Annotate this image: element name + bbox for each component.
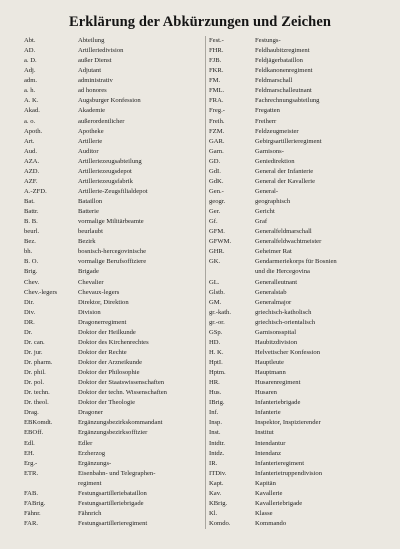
abbreviation: Dr. theol.	[24, 399, 49, 407]
abbreviation-row	[206, 147, 386, 157]
abbreviation-meaning: Generalleutnant	[255, 278, 298, 286]
abbreviation-meaning: Augsburger Konfession	[78, 97, 141, 105]
abbreviation: Glstb.	[209, 288, 225, 296]
abbreviation-meaning: Artillerie-Zeugsfilialdepot	[78, 187, 148, 195]
abbreviation-meaning: Generalstab	[255, 288, 287, 296]
abbreviation-meaning: Festungsartilleriebataillon	[78, 489, 147, 497]
abbreviation: GK.	[209, 258, 221, 266]
abbreviation-meaning: Intendanz	[255, 449, 281, 457]
abbreviation-row	[206, 177, 386, 187]
abbreviation-meaning: Batterie	[78, 208, 99, 216]
abbreviation: gr.-or.	[209, 318, 225, 326]
abbreviation-meaning: Doktor der Staatswissenschaften	[78, 379, 165, 387]
abbreviation-row	[24, 187, 196, 197]
abbreviation: GAR.	[209, 137, 225, 145]
abbreviation-meaning: Doktor der Arzneikunde	[78, 359, 143, 366]
abbreviation: IBrig.	[209, 399, 225, 407]
abbreviation: Fähnr.	[24, 509, 41, 517]
abbreviation-meaning: Geniedirektion	[255, 157, 295, 165]
abbreviation-row	[206, 66, 386, 76]
abbreviation-meaning: Klasse	[255, 509, 273, 517]
abbreviation-row	[206, 96, 386, 106]
abbreviation: FAR.	[24, 520, 38, 527]
abbreviation-row	[24, 137, 196, 147]
abbreviation: EBOff.	[24, 429, 44, 437]
abbreviation: GFWM.	[209, 238, 232, 246]
abbreviation-row	[206, 509, 386, 519]
abbreviation: HptI.	[209, 359, 223, 366]
abbreviation: HR.	[209, 379, 220, 387]
abbreviation-row	[24, 288, 196, 298]
abbreviation-meaning: Artilleriedivision	[78, 47, 124, 55]
abbreviation: Edl.	[24, 439, 35, 447]
abbreviation: FZM.	[209, 127, 225, 135]
abbreviation-meaning: General der Infanterie	[255, 167, 314, 175]
abbreviation-meaning: bosnisch-hercegovinische	[78, 248, 147, 256]
abbreviation-meaning: Auditor	[78, 147, 99, 155]
abbreviation-row	[206, 117, 386, 127]
abbreviation-meaning: vormalige Berufsoffiziere	[78, 258, 147, 266]
abbreviation: beurl.	[24, 228, 40, 236]
abbreviation: GL.	[209, 278, 220, 286]
abbreviation-meaning: Festungsartillerieregiment	[78, 520, 148, 527]
abbreviation: Intdtr.	[209, 439, 225, 447]
abbreviation-row	[206, 227, 386, 237]
abbreviation: IR.	[209, 459, 218, 467]
abbreviation-meaning: General-	[255, 187, 279, 195]
abbreviation: gr.-kath.	[209, 308, 231, 316]
abbreviation-meaning: außer Dienst	[78, 57, 112, 65]
abbreviation: Aud.	[24, 147, 38, 155]
abbreviation: GM.	[209, 298, 222, 306]
abbreviation-row	[206, 207, 386, 217]
abbreviation-row	[24, 408, 196, 418]
abbreviation-row	[24, 207, 196, 217]
abbreviation-meaning: Feldmarschall	[255, 77, 293, 85]
abbreviation-meaning: griechisch-katholisch	[255, 308, 312, 316]
abbreviation-meaning: Ergänzungs-	[78, 459, 112, 467]
abbreviation-row	[24, 418, 196, 428]
abbreviation-meaning: Feldjägerbataillon	[255, 57, 303, 65]
abbreviation-meaning: beurlaubt	[78, 228, 103, 236]
abbreviation-row	[206, 278, 386, 288]
abbreviation: H. K.	[209, 348, 224, 356]
abbreviation-meaning: Helvetischer Konfession	[255, 348, 321, 356]
abbreviation: geogr.	[209, 198, 226, 205]
abbreviation-row	[24, 398, 196, 408]
abbreviation: FM.	[209, 77, 221, 85]
abbreviation: a. h.	[24, 87, 36, 95]
abbreviation-meaning: Gendarmeriekorps für Bosnien und die Hercegovina	[255, 258, 337, 276]
abbreviation-row	[24, 388, 196, 398]
abbreviation-row	[206, 398, 386, 408]
abbreviation: Abt.	[24, 37, 36, 44]
abbreviation-meaning: Intendantur	[255, 439, 286, 447]
abbreviation-row	[24, 197, 196, 207]
abbreviation-meaning: Bezirk	[78, 238, 96, 246]
abbreviation-meaning: Husaren	[255, 389, 277, 397]
abbreviation: AZF.	[24, 177, 38, 185]
abbreviation: KBrig.	[209, 499, 228, 507]
abbreviation-row	[24, 519, 196, 529]
abbreviation-row	[24, 439, 196, 449]
abbreviation: AD.	[24, 47, 36, 55]
abbreviation-row	[206, 428, 386, 438]
abbreviation-meaning: Haubitzdivision	[255, 338, 298, 346]
abbreviation-row	[24, 96, 196, 106]
abbreviation-meaning: Doktor der Philosophie	[78, 369, 140, 377]
abbreviation-row	[24, 66, 196, 76]
abbreviation-row	[206, 157, 386, 167]
abbreviation: AZA.	[24, 157, 40, 165]
abbreviation-row	[24, 489, 196, 499]
abbreviation-row	[206, 378, 386, 388]
abbreviation-meaning: Erzherzog	[78, 449, 106, 457]
abbreviation-meaning: Chevaux-legers	[78, 288, 120, 296]
abbreviation-meaning: Artilleriezeugsabteilung	[78, 157, 142, 165]
abbreviation-row	[206, 197, 386, 207]
abbreviation: Dr. can.	[24, 338, 45, 346]
abbreviation: Dr. pol.	[24, 379, 44, 387]
abbreviation-meaning: Eisenbahn- und Telegraphen- regiment	[78, 469, 156, 487]
abbreviation: Dir.	[24, 298, 35, 306]
abbreviation: Apoth.	[24, 127, 43, 135]
abbreviation-meaning: Garnisonsspital	[255, 328, 297, 336]
abbreviation-row	[24, 469, 196, 489]
abbreviation: ITDiv.	[209, 469, 227, 477]
abbreviation-meaning: Ergänzungsbezirkskommandant	[78, 419, 163, 427]
abbreviation-meaning: Doktor der techn. Wissenschaften	[78, 389, 167, 397]
abbreviation-row	[24, 308, 196, 318]
abbreviation: A.-ZFD.	[24, 187, 47, 195]
abbreviation-meaning: Dragonerregiment	[78, 318, 127, 326]
abbreviation-meaning: Abteilung	[78, 37, 105, 44]
abbreviation-row	[24, 36, 196, 46]
abbreviation-row	[24, 247, 196, 257]
abbreviation: Kapt.	[209, 479, 224, 487]
abbreviation: Inf.	[209, 409, 219, 417]
abbreviation-row	[24, 267, 196, 277]
abbreviation-meaning: Feldmarschalleutnant	[255, 87, 312, 95]
abbreviation-meaning: Infanterie	[255, 409, 281, 417]
abbreviation-row	[206, 469, 386, 479]
abbreviation-meaning: Kommando	[255, 520, 287, 527]
abbreviation-row	[24, 147, 196, 157]
abbreviation: FAB.	[24, 489, 38, 497]
abbreviation: bh.	[24, 248, 33, 256]
abbreviation: GdK.	[209, 177, 224, 185]
abbreviation-row	[206, 308, 386, 318]
abbreviation: Kl.	[209, 509, 218, 517]
abbreviation-meaning: Fähnrich	[78, 509, 102, 517]
abbreviation-row	[206, 408, 386, 418]
abbreviation-row	[206, 288, 386, 298]
abbreviation: Freg.-	[209, 107, 225, 115]
abbreviation: Inst.	[209, 429, 221, 437]
abbreviation: a. o.	[24, 117, 36, 125]
abbreviation: FKR.	[209, 67, 224, 75]
abbreviation-row	[24, 167, 196, 177]
abbreviation: GD.	[209, 157, 221, 165]
abbreviation-meaning: Doktor der Rechte	[78, 348, 127, 356]
abbreviation-row	[206, 328, 386, 338]
abbreviation: FML.	[209, 87, 225, 95]
abbreviation-meaning: Feldhaubitzregiment	[255, 47, 310, 55]
abbreviation-meaning: Graf	[255, 218, 268, 226]
abbreviation: Dr. phil.	[24, 369, 46, 377]
abbreviation-meaning: Hauptleute	[255, 359, 284, 366]
abbreviation-row	[24, 237, 196, 247]
abbreviation: a. D.	[24, 57, 37, 65]
abbreviation-row	[206, 418, 386, 428]
abbreviation-meaning: vormalige Militärbeamte	[78, 218, 144, 226]
abbreviation-row	[206, 368, 386, 378]
abbreviation-meaning: Festungsartilleriebrigade	[78, 499, 144, 507]
abbreviation: Drag.	[24, 409, 39, 417]
abbreviation-row	[24, 127, 196, 137]
abbreviations-column-left	[24, 36, 196, 529]
abbreviation-row	[206, 519, 386, 529]
abbreviation-meaning: Feldzeugmeister	[255, 127, 299, 135]
abbreviation: Freih.	[209, 117, 225, 125]
abbreviation: GSp.	[209, 328, 223, 336]
abbreviation: B. B.	[24, 218, 38, 226]
abbreviation: ETR.	[24, 469, 39, 477]
abbreviation-meaning: Gebirgsartillerieregiment	[255, 137, 322, 145]
abbreviation-meaning: Artilleriezeugsdepot	[78, 167, 132, 175]
abbreviation: Div.	[24, 308, 36, 316]
abbreviation-meaning: Garnisons-	[255, 147, 284, 155]
abbreviation-row	[24, 459, 196, 469]
abbreviation-meaning: Kapitän	[255, 479, 276, 487]
abbreviation-row	[206, 137, 386, 147]
abbreviation-row	[24, 217, 196, 227]
page-title: Erklärung der Abkürzungen und Zeichen	[68, 14, 332, 30]
abbreviation-row	[24, 117, 196, 127]
abbreviation-meaning: Division	[78, 308, 101, 316]
abbreviation-row	[24, 318, 196, 328]
abbreviation: EBKomdt.	[24, 419, 53, 427]
abbreviation: Hus.	[209, 389, 222, 397]
abbreviation: adm.	[24, 77, 38, 85]
abbreviation-row	[24, 298, 196, 308]
abbreviation: Dr. techn.	[24, 389, 50, 397]
abbreviation: Komdo.	[209, 520, 231, 527]
abbreviation-row	[24, 106, 196, 116]
abbreviation-row	[206, 46, 386, 56]
abbreviation: Dr. pharm.	[24, 359, 53, 366]
abbreviation: Dr.	[24, 328, 33, 336]
abbreviation-meaning: Generalmajor	[255, 298, 292, 306]
abbreviation-row	[206, 36, 386, 46]
abbreviation: Chev.-legers	[24, 288, 58, 296]
abbreviation-row	[24, 509, 196, 519]
abbreviation-meaning: Infanteriebrigade	[255, 399, 301, 407]
abbreviation: Gen.-	[209, 187, 224, 195]
abbreviation-row	[24, 56, 196, 66]
abbreviation-meaning: ad honores	[78, 87, 107, 95]
abbreviation-meaning: Apotheke	[78, 127, 104, 135]
abbreviation: Bat.	[24, 198, 35, 205]
abbreviation-row	[206, 439, 386, 449]
abbreviation-row	[206, 298, 386, 308]
abbreviation: Garn.	[209, 147, 224, 155]
abbreviation-meaning: Doktor der Theologie	[78, 399, 136, 407]
abbreviation: AZD.	[24, 167, 40, 175]
abbreviation-meaning: Husarenregiment	[255, 379, 301, 387]
abbreviation: Hptm.	[209, 369, 226, 377]
abbreviation: Art.	[24, 137, 35, 145]
abbreviation-row	[24, 328, 196, 338]
abbreviation-meaning: Edler	[78, 439, 93, 447]
abbreviation-row	[206, 187, 386, 197]
abbreviation: B. O.	[24, 258, 39, 266]
abbreviation-row	[206, 499, 386, 509]
abbreviation-row	[206, 479, 386, 489]
abbreviation-meaning: Artilleriezeugsfabrik	[78, 177, 133, 185]
abbreviation-row	[206, 489, 386, 499]
abbreviation-row	[206, 358, 386, 368]
abbreviation-row	[24, 278, 196, 288]
abbreviation: GdI.	[209, 167, 221, 175]
abbreviation-row	[206, 56, 386, 66]
abbreviation: Dr. jur.	[24, 348, 43, 356]
abbreviation-meaning: General der Kavallerie	[255, 177, 316, 185]
abbreviation: A. K.	[24, 97, 39, 105]
abbreviation: Brig.	[24, 268, 38, 276]
abbreviation: DR.	[24, 318, 35, 326]
abbreviation-meaning: Brigade	[78, 268, 99, 276]
abbreviation: Insp.	[209, 419, 223, 427]
abbreviation-meaning: Doktor der Heilkunde	[78, 328, 136, 336]
abbreviation-row	[206, 86, 386, 96]
abbreviation-meaning: Infanterieregiment	[255, 459, 305, 467]
abbreviation-meaning: administrativ	[78, 77, 113, 85]
abbreviation-meaning: Bataillon	[78, 198, 103, 205]
abbreviation-meaning: Institut	[255, 429, 274, 437]
abbreviation-meaning: Direktor, Direktion	[78, 298, 129, 306]
abbreviation-row	[206, 388, 386, 398]
abbreviation-row	[24, 428, 196, 438]
abbreviation-meaning: Hauptmann	[255, 369, 286, 377]
abbreviation: Fest.-	[209, 37, 224, 44]
abbreviation-meaning: Gericht	[255, 208, 275, 216]
abbreviation-meaning: Fachrechnungsabteilung	[255, 97, 320, 105]
abbreviation-row	[24, 378, 196, 388]
abbreviation-row	[24, 499, 196, 509]
abbreviations-column-right	[205, 36, 386, 529]
abbreviation-row	[24, 86, 196, 96]
abbreviation-meaning: Inspektor, Inspizierender	[255, 419, 321, 427]
abbreviation-row	[24, 368, 196, 378]
abbreviation: GHR.	[209, 248, 225, 256]
abbreviation: FJB.	[209, 57, 222, 65]
abbreviation-row	[206, 257, 386, 277]
abbreviation-row	[24, 76, 196, 86]
abbreviation: Ger.	[209, 208, 221, 216]
abbreviation-meaning: Freiherr	[255, 117, 277, 125]
abbreviation-meaning: Infanterietruppendivision	[255, 469, 323, 477]
abbreviation-row	[24, 257, 196, 267]
abbreviation-row	[206, 76, 386, 86]
abbreviation: Battr.	[24, 208, 39, 216]
abbreviation: EH.	[24, 449, 35, 457]
abbreviation-meaning: Feldkanonenregiment	[255, 67, 313, 75]
abbreviation-meaning: geographisch	[255, 198, 291, 205]
abbreviation: Bez.	[24, 238, 36, 246]
abbreviation-row	[24, 348, 196, 358]
abbreviation-meaning: Generalfeldmarschall	[255, 228, 312, 236]
abbreviation-row	[206, 318, 386, 328]
abbreviation-row	[206, 127, 386, 137]
abbreviation-meaning: Festungs-	[255, 37, 281, 44]
abbreviation: Intdz.	[209, 449, 225, 457]
abbreviation-row	[206, 348, 386, 358]
abbreviation: Kav.	[209, 489, 222, 497]
abbreviation-row	[206, 106, 386, 116]
abbreviation: Akad.	[24, 107, 40, 115]
abbreviation-meaning: Kavalleriebrigade	[255, 499, 303, 507]
abbreviation: FABrig.	[24, 499, 46, 507]
abbreviation-row	[206, 459, 386, 469]
abbreviation-meaning: Dragoner	[78, 409, 103, 417]
abbreviation-meaning: Generalfeldwachtmeister	[255, 238, 322, 246]
abbreviation: FHR.	[209, 47, 224, 55]
abbreviation-row	[206, 217, 386, 227]
abbreviation: FRA.	[209, 97, 224, 105]
abbreviation-row	[24, 177, 196, 187]
abbreviation-meaning: Doktor des Kirchenrechtes	[78, 338, 149, 346]
abbreviation: Gf.	[209, 218, 218, 226]
abbreviation-row	[206, 167, 386, 177]
abbreviation-meaning: Kavallerie	[255, 489, 283, 497]
abbreviation-meaning: Chevalier	[78, 278, 104, 286]
abbreviation: HD.	[209, 338, 221, 346]
abbreviation-row	[24, 46, 196, 56]
abbreviation: GFM.	[209, 228, 225, 236]
abbreviation-row	[24, 449, 196, 459]
abbreviation-meaning: griechisch-orientalisch	[255, 318, 316, 326]
abbreviation: Chev.	[24, 278, 40, 286]
abbreviation-row	[206, 449, 386, 459]
abbreviation-row	[24, 358, 196, 368]
abbreviation-meaning: außerordentlicher	[78, 117, 125, 125]
abbreviation-row	[206, 247, 386, 257]
abbreviation-row	[206, 237, 386, 247]
abbreviation-meaning: Artillerie	[78, 137, 103, 145]
abbreviation: Erg.-	[24, 459, 38, 467]
abbreviation: Adj.	[24, 67, 36, 75]
abbreviation-row	[206, 338, 386, 348]
abbreviation-row	[24, 227, 196, 237]
abbreviation-meaning: Adjutant	[78, 67, 102, 75]
abbreviation-meaning: Geheimer Rat	[255, 248, 292, 256]
abbreviation-meaning: Akademie	[78, 107, 106, 115]
abbreviation-row	[24, 157, 196, 167]
abbreviation-meaning: Ergänzungsbezirksoffizier	[78, 429, 148, 437]
abbreviation-row	[24, 338, 196, 348]
abbreviation-meaning: Fregatten	[255, 107, 280, 115]
